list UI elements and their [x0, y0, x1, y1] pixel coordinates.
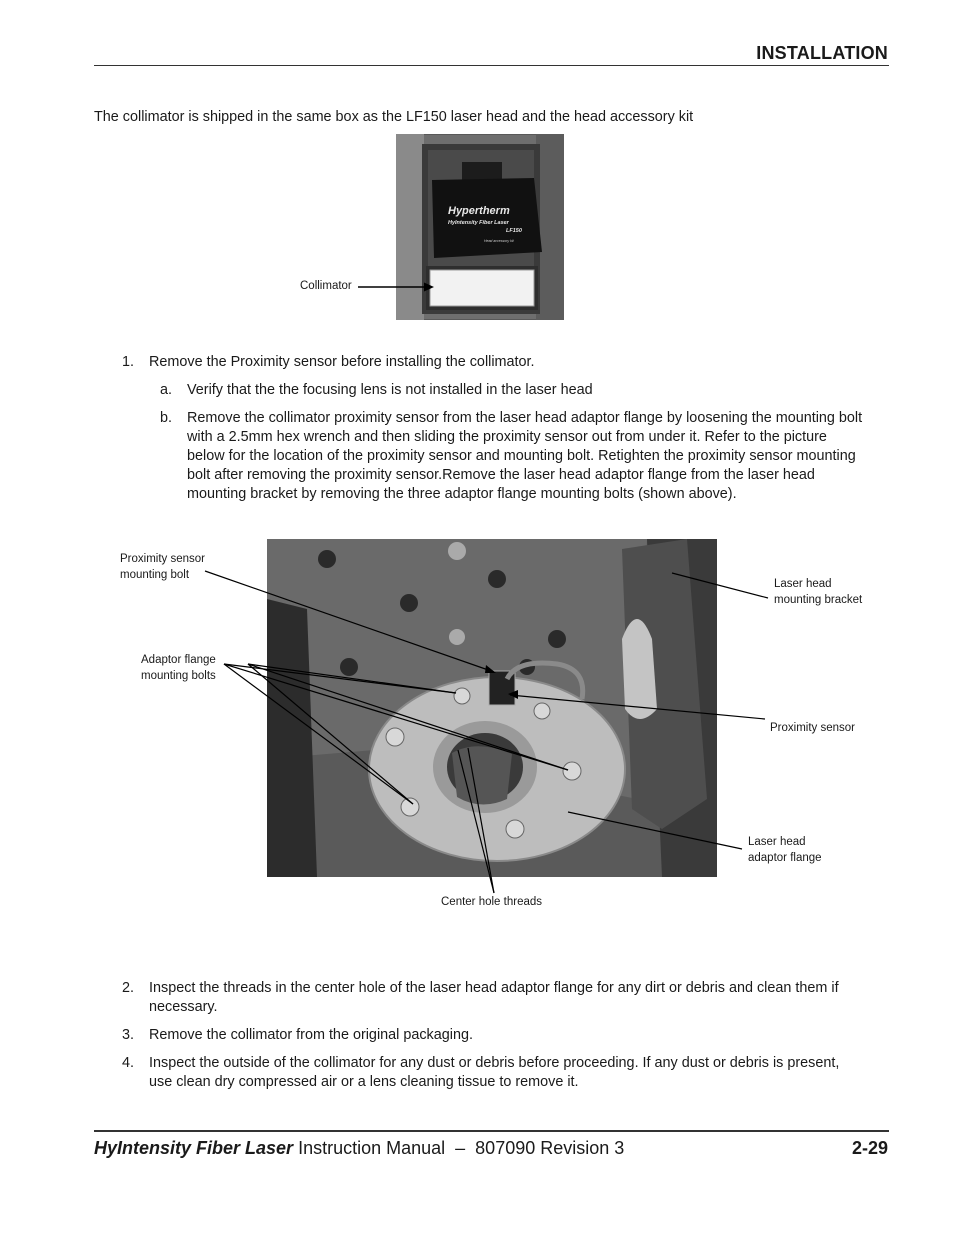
footer-rule — [94, 1130, 889, 1132]
label-adaptor-bolts-line2: mounting bolts — [141, 670, 216, 682]
box-line1-text: HyIntensity Fiber Laser — [448, 220, 509, 226]
step-4-line: Inspect the outside of the collimator for any dust or debris before proceeding. If any dust or debris is present, — [149, 1055, 840, 1071]
label-bracket — [774, 576, 862, 608]
footer-manual — [94, 1138, 624, 1159]
label-adaptor-flange — [748, 834, 822, 866]
label-prox-sensor: Proximity sensor — [770, 722, 855, 734]
label-prox-bolt-line2: mounting bolt — [120, 569, 190, 581]
callout-collimator: Collimator — [300, 280, 352, 292]
intro-paragraph: The collimator is shipped in the same box as the LF150 laser head and the head accessory kit — [94, 109, 694, 125]
box-brand-text: Hypertherm — [448, 205, 510, 217]
box-line2-text: LF150 — [506, 228, 522, 234]
substep-b-line: bolt after removing the proximity sensor.Remove the laser head adaptor flange from the laser head — [187, 467, 815, 483]
label-bracket-line1: Laser head — [774, 578, 832, 590]
step-2-line: necessary. — [149, 999, 218, 1015]
label-bracket-line2: mounting bracket — [774, 594, 863, 606]
label-prox-bolt — [120, 551, 205, 583]
step-2-number: 2. — [122, 980, 135, 996]
step-1-text: Remove the Proximity sensor before installing the collimator. — [149, 354, 535, 370]
step-3-text: Remove the collimator from the original packaging. — [149, 1027, 473, 1043]
label-adaptor-flange-line2: adaptor flange — [748, 852, 822, 864]
substep-a-text: Verify that the the focusing lens is not installed in the laser head — [187, 382, 593, 398]
step-1-number: 1. — [122, 354, 135, 370]
label-center-threads: Center hole threads — [441, 896, 543, 908]
substep-b-line: below for the location of the proximity sensor and mounting bolt. Retighten the proximity sensor mounting — [187, 448, 856, 464]
box-line3-text: Head accessory kit — [484, 239, 514, 243]
step-4-number: 4. — [122, 1055, 135, 1071]
label-adaptor-bolts-line1: Adaptor flange — [141, 654, 216, 666]
step-3-number: 3. — [122, 1027, 135, 1043]
substep-b-line: with a 2.5mm hex wrench and then sliding the proximity sensor out from under it. Refer to the picture — [187, 429, 827, 445]
substep-b-letter: b. — [160, 410, 173, 426]
step-2-text — [149, 979, 889, 1017]
step-4-text — [149, 1054, 889, 1092]
step-2-line: Inspect the threads in the center hole of the laser head adaptor flange for any dirt or debris and clean them if — [149, 980, 839, 996]
page-number: 2-29 — [851, 1138, 888, 1158]
step-4-line: use clean dry compressed air or a lens cleaning tissue to remove it. — [149, 1074, 579, 1090]
footer-product: HyIntensity Fiber Laser — [94, 1138, 294, 1158]
section-title: INSTALLATION — [756, 43, 888, 63]
substep-a-letter: a. — [160, 382, 173, 398]
label-adaptor-bolts — [141, 652, 216, 684]
substep-b-line: Remove the collimator proximity sensor from the laser head adaptor flange by loosening the mounting bolt — [187, 410, 863, 426]
label-prox-bolt-line1: Proximity sensor — [120, 553, 205, 565]
substep-b-line: mounting bracket by removing the three adaptor flange mounting bolts (shown above). — [187, 486, 737, 502]
label-adaptor-flange-line1: Laser head — [748, 836, 806, 848]
footer-manual-text: Instruction Manual – 807090 Revision 3 — [293, 1138, 625, 1158]
